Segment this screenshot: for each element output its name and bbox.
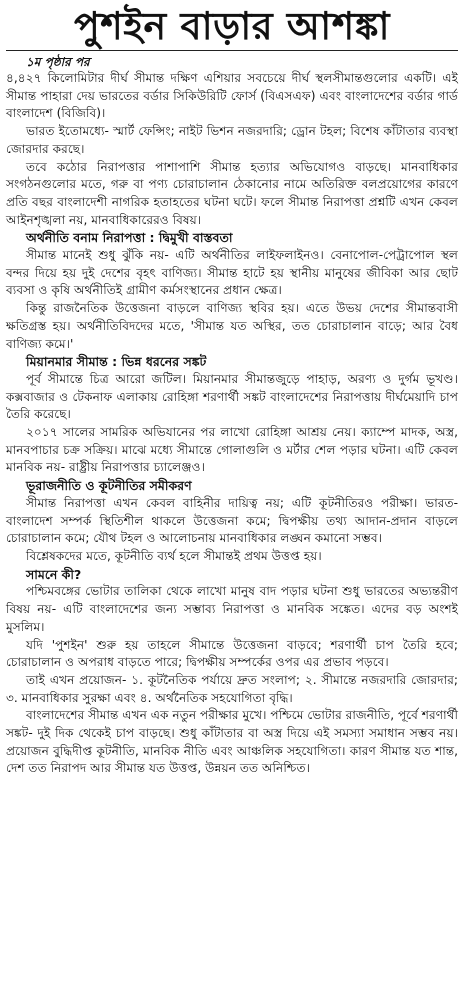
article-blocks — [6, 70, 458, 778]
headline: পুশইন বাড়ার আশঙ্কা — [6, 4, 458, 51]
paragraph: বিশ্লেষকদের মতে, কূটনীতি ব্যর্থ হলে সীমান্তই প্রথম উত্তপ্ত হয়। — [26, 548, 322, 563]
section-heading: মিয়ানমার সীমান্ত : ভিন্ন ধরনের সঙ্কট — [26, 354, 207, 370]
paragraph: সীমান্ত মানেই শুধু ঝুঁকি নয়- এটি অর্থনীতির লাইফলাইনও। বেনাপোল-পেট্রাপোল স্থল বন্দর দিয়ে হয় দুই দেশের বৃহৎ বাণিজ্য। সীমান্ত হাটে হয় স্থানীয় মানুষের জীবিকা আর ছোট ব্যবসা ও কৃষি অর্থনীতিই গ্রামীণ কর্মসংস্থানের প্রধান ক্ষেত্র। — [6, 248, 458, 298]
paragraph: সীমান্ত নিরাপত্তা এখন কেবল বাহিনীর দায়িত্ব নয়; এটি কূটনীতিরও পরীক্ষা। ভারত-বাংলাদেশ সম্পর্ক স্থিতিশীল থাকলে উত্তেজনা কমে; দ্বিপক্ষীয় তথ্য আদান-প্রদান বাড়লে চোরাচালান কমে; যৌথ টহল ও আলোচনায় মানবাধিকার লঙ্ঘন কমানো সম্ভব। — [6, 495, 458, 546]
paragraph: তবে কঠোর নিরাপত্তার পাশাপাশি সীমান্ত হত্যার অভিযোগও বাড়ছে। মানবাধিকার সংগঠনগুলোর মতে, গরু বা পণ্য চোরাচালান ঠেকানোর নামে অতিরিক্ত বলপ্রয়োগের কারণে প্রতি বছর বাংলাদেশী নাগরিক হতাহতের ঘটনা ঘটে। ফলে সীমান্ত নিরাপত্তা প্রশ্নটি এখন কেবল আইনশৃঙ্খলা নয়, মানবাধিকারেরও বিষয়। — [6, 159, 458, 227]
continued-from-label: ১ম পৃষ্ঠার পর — [26, 55, 90, 69]
section-heading: অর্থনীতি বনাম নিরাপত্তা : দ্বিমুখী বাস্তবতা — [26, 230, 233, 246]
paragraph: পূর্ব সীমান্তে চিত্র আরো জটিল। মিয়ানমার সীমান্তজুড়ে পাহাড়, অরণ্য ও দুর্গম ভূখণ্ড। কক্সবাজার ও টেকনাফ এলাকায় রোহিঙ্গা শরণার্থী সঙ্কট বাংলাদেশের নিরাপত্তায় দীর্ঘমেয়াদি চাপ তৈরি করেছে। — [6, 371, 458, 422]
paragraph: তাই এখন প্রয়োজন- ১. কূটনৈতিক পর্যায়ে দ্রুত সংলাপ; ২. সীমান্তে নজরদারি জোরদার; ৩. মানবাধিকার সুরক্ষা এবং ৪. অর্থনৈতিক সহযোগিতা বৃদ্ধি। — [6, 672, 458, 705]
paragraph: কিন্তু রাজনৈতিক উত্তেজনা বাড়লে বাণিজ্য স্থবির হয়। এতে উভয় দেশের সীমান্তবাসী ক্ষতিগ্রস্ত হয়। অর্থনীতিবিদদের মতে, 'সীমান্ত যত অস্থির, তত চোরাচালান বাড়ে; আর বৈধ বাণিজ্য কমে।' — [6, 301, 458, 351]
article-body — [6, 54, 458, 778]
paragraph: ভারত ইতোমধ্যে- স্মার্ট ফেন্সিং; নাইট ভিশন নজরদারি; ড্রোন টহল; বিশেষ কাঁটাতার ব্যবস্থা জোরদার করছে। — [6, 124, 458, 156]
paragraph: ২০১৭ সালের সামরিক অভিযানের পর লাখো রোহিঙ্গা আশ্রয় নেয়। ক্যাম্পে মাদক, অস্ত্র, মানবপাচার চক্র সক্রিয়। মাঝে মধ্যে সীমান্তে গোলাগুলি ও মর্টার শেল পড়ার ঘটনা। এটি কেবল মানবিক নয়- রাষ্ট্রীয় নিরাপত্তার চ্যালেঞ্জও। — [6, 425, 458, 475]
paragraph: পশ্চিমবঙ্গের ভোটার তালিকা থেকে লাখো মানুষ বাদ পড়ার ঘটনা শুধু ভারতের অভ্যন্তরীণ বিষয় নয়- এটি বাংলাদেশের জন্য সম্ভাব্য নিরাপত্তা ও মানবিক সঙ্কেত। এদের বড় অংশই মুসলিম। — [6, 584, 458, 634]
section-heading: সামনে কী? — [26, 566, 82, 582]
paragraph: বাংলাদেশের সীমান্ত এখন এক নতুন পরীক্ষার মুখে। পশ্চিমে ভোটার রাজনীতি, পূর্বে শরণার্থী সঙ্কট- দুই দিক থেকেই চাপ বাড়ছে। শুধু কাঁটাতার বা অস্ত্র দিয়ে এই সমস্যা সমাধান সম্ভব নয়। প্রয়োজন বুদ্ধিদীপ্ত কূটনীতি, মানবিক নীতি এবং আঞ্চলিক সহযোগিতা। কারণ সীমান্ত যত শান্ত, দেশ তত নিরাপদ আর সীমান্ত যত উত্তপ্ত, উন্নয়ন তত অনিশ্চিত। — [6, 708, 458, 776]
section-heading: ভূরাজনীতি ও কূটনীতির সমীকরণ — [26, 478, 192, 494]
paragraph: ৪,৪২৭ কিলোমিটার দীর্ঘ সীমান্ত দক্ষিণ এশিয়ার সবচেয়ে দীর্ঘ স্থলসীমান্তগুলোর একটি। এই সীমান্ত পাহারা দেয় ভারতের বর্ডার সিকিউরিটি ফোর্স (বিএসএফ) এবং বাংলাদেশের বর্ডার গার্ড বাংলাদেশ (বিজিবি)। — [6, 71, 458, 121]
paragraph: যদি 'পুশইন' শুরু হয় তাহলে সীমান্তে উত্তেজনা বাড়বে; শরণার্থী চাপ তৈরি হবে; চোরাচালান ও অপরাধ বাড়তে পারে; দ্বিপক্ষীয় সম্পর্কের ওপর এর প্রভাব পড়বে। — [6, 637, 458, 670]
